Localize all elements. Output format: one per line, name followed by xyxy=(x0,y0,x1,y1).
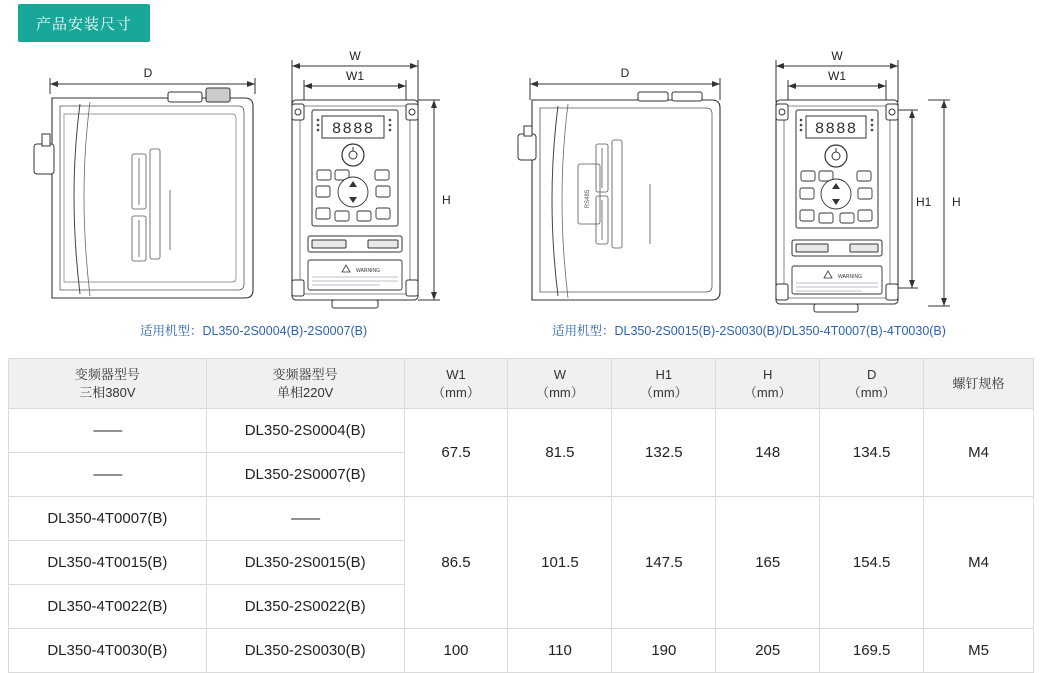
cell-single-phase: DL350-2S0030(B) xyxy=(206,629,404,673)
cell-d: 169.5 xyxy=(820,629,924,673)
header-line-2: （mm） xyxy=(432,384,480,400)
svg-text:W1: W1 xyxy=(828,69,846,83)
svg-text:D: D xyxy=(620,66,630,80)
cell-h1: 190 xyxy=(612,629,716,673)
cell-single-phase: DL350-2S0022(B) xyxy=(206,585,404,629)
cell-h: 205 xyxy=(716,629,820,673)
cell-single-phase: DL350-2S0015(B) xyxy=(206,541,404,585)
header-line-2: （mm） xyxy=(536,384,584,400)
dimensions-table-wrap xyxy=(8,358,1034,673)
cell-h1: 147.5 xyxy=(612,497,716,629)
header-line-2: 单相220V xyxy=(276,384,334,400)
cell-single-phase: DL350-2S0007(B) xyxy=(206,453,404,497)
cell-h: 148 xyxy=(716,409,820,497)
header-line-1: 螺钉规格 xyxy=(952,375,1005,391)
svg-text:D: D xyxy=(143,66,153,80)
cell-screw: M5 xyxy=(924,629,1034,673)
table-header-row xyxy=(9,359,1034,409)
header-line-1: 变频器型号 xyxy=(272,366,338,382)
left-drawing-caption: 适用机型：DL350-2S0004(B)-2S0007(B) xyxy=(140,324,368,338)
cell-w1: 86.5 xyxy=(404,497,508,629)
cell-h: 165 xyxy=(716,497,820,629)
left-drawing xyxy=(20,44,520,334)
cell-three-phase: —— xyxy=(9,409,207,453)
cell-single-phase: DL350-2S0004(B) xyxy=(206,409,404,453)
cell-w1: 67.5 xyxy=(404,409,508,497)
cell-three-phase: DL350-4T0007(B) xyxy=(9,497,207,541)
header-line-1: H xyxy=(763,366,773,382)
svg-text:WARNING: WARNING xyxy=(356,268,380,274)
cell-w1: 100 xyxy=(404,629,508,673)
svg-text:W: W xyxy=(349,49,361,63)
header-line-1: D xyxy=(866,366,877,382)
table-row xyxy=(9,409,1034,453)
svg-text:H1: H1 xyxy=(916,195,932,209)
cell-three-phase: DL350-4T0030(B) xyxy=(9,629,207,673)
cell-w: 101.5 xyxy=(508,497,612,629)
svg-text:W: W xyxy=(831,49,843,63)
svg-text:8888: 8888 xyxy=(814,120,858,138)
header-line-2: （mm） xyxy=(847,384,896,400)
cell-screw: M4 xyxy=(924,497,1034,629)
svg-text:WARNING: WARNING xyxy=(838,274,862,280)
table-row xyxy=(9,629,1034,673)
table-header-w xyxy=(508,359,612,409)
header-line-2: （mm） xyxy=(743,384,792,400)
svg-text:H: H xyxy=(952,195,961,209)
table-header-d xyxy=(820,359,924,409)
table-header-screw xyxy=(924,359,1034,409)
cell-three-phase: —— xyxy=(9,453,207,497)
cell-h1: 132.5 xyxy=(612,409,716,497)
cell-three-phase: DL350-4T0022(B) xyxy=(9,585,207,629)
cell-three-phase: DL350-4T0015(B) xyxy=(9,541,207,585)
cell-single-phase: —— xyxy=(206,497,404,541)
table-header-h1 xyxy=(612,359,716,409)
cell-d: 134.5 xyxy=(820,409,924,497)
header-line-2: （mm） xyxy=(639,384,688,400)
right-drawing xyxy=(520,44,1010,334)
cell-w: 110 xyxy=(508,629,612,673)
cell-w: 81.5 xyxy=(508,409,612,497)
table-header-three-phase xyxy=(9,359,207,409)
dimensions-table xyxy=(8,358,1034,673)
table-header-h xyxy=(716,359,820,409)
table-header-single-phase xyxy=(206,359,404,409)
header-line-1: 变频器型号 xyxy=(74,366,140,382)
svg-text:H: H xyxy=(442,193,451,207)
table-header-w1 xyxy=(404,359,508,409)
header-line-2: 三相380V xyxy=(79,384,136,400)
svg-text:RS485: RS485 xyxy=(585,189,591,209)
drawing-area xyxy=(0,44,1042,344)
cell-d: 154.5 xyxy=(820,497,924,629)
cell-screw: M4 xyxy=(924,409,1034,497)
section-title-tab: 产品安装尺寸 xyxy=(18,4,150,42)
header-line-1: W1 xyxy=(446,366,466,382)
svg-text:W1: W1 xyxy=(346,69,364,83)
header-line-1: H1 xyxy=(655,366,673,382)
header-line-1: W xyxy=(553,366,567,382)
table-row xyxy=(9,497,1034,541)
right-drawing-caption: 适用机型：DL350-2S0015(B)-2S0030(B)/DL350-4T0007(B)-4T0030(B) xyxy=(552,324,946,338)
svg-text:8888: 8888 xyxy=(331,120,375,138)
